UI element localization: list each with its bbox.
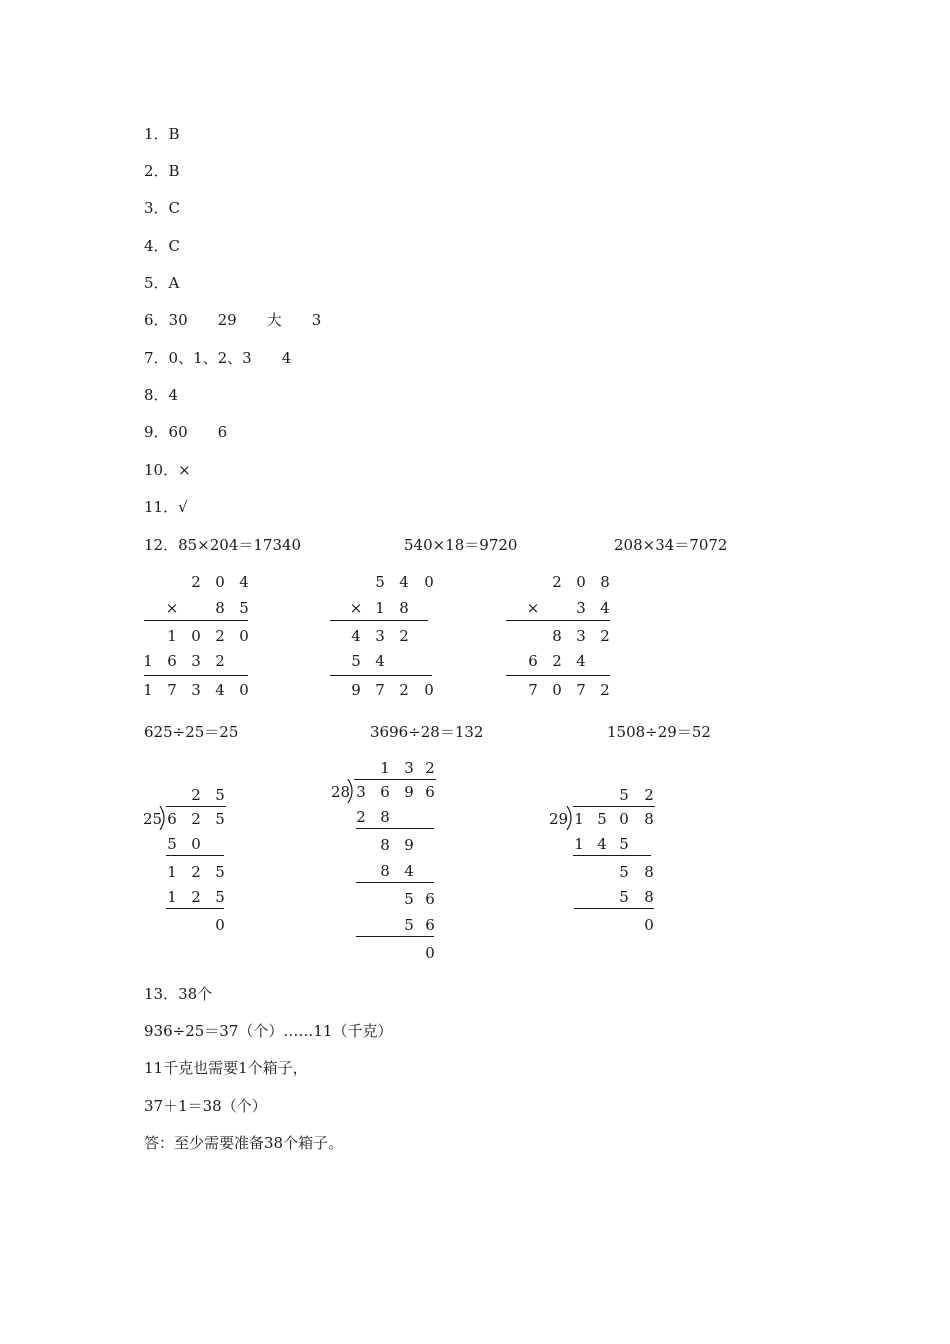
div1-step-digit: 0 <box>191 835 201 853</box>
div1-step-digit: 2 <box>191 863 201 881</box>
mult3-digit: 2 <box>600 681 610 699</box>
div2-dividend-digit: 6 <box>425 783 435 801</box>
mult2-digit: 0 <box>424 681 434 699</box>
mult2-digit: 2 <box>399 681 409 699</box>
div2-rule <box>356 828 434 829</box>
div2-rule <box>356 882 434 883</box>
mult3-digit: 7 <box>576 681 586 699</box>
mult2-digit: 7 <box>375 681 385 699</box>
div2-step-digit: 8 <box>380 862 390 880</box>
mult1-digit: 0 <box>191 627 201 645</box>
div3-step-digit: 5 <box>619 863 629 881</box>
q12-equation-2: 540×18＝9720 <box>404 536 518 554</box>
div2-dividend-digit: 6 <box>380 783 390 801</box>
div2-step-digit: 8 <box>380 836 390 854</box>
mult1-rule <box>144 620 248 621</box>
division-equation-3: 1508÷29＝52 <box>607 723 711 741</box>
mult3-digit: 7 <box>528 681 538 699</box>
division-equation-1: 625÷25＝25 <box>144 723 239 741</box>
mult1-digit: 3 <box>191 681 201 699</box>
div2-step-digit: 2 <box>356 808 366 826</box>
div1-step-digit: 2 <box>191 888 201 906</box>
div3-rule <box>574 908 654 909</box>
div3-step-digit: 5 <box>619 888 629 906</box>
mult1-digit: 0 <box>239 627 249 645</box>
q12-equation-3: 208×34＝7072 <box>614 536 728 554</box>
answer-11: 11．√ <box>144 498 188 516</box>
mult2-digit: 5 <box>351 652 361 670</box>
div2-quotient-digit: 1 <box>380 759 390 777</box>
mult1-digit: 6 <box>167 652 177 670</box>
div1-quotient-digit: 5 <box>215 786 225 804</box>
div1-dividend-digit: 2 <box>191 810 201 828</box>
div2-divisor: 28 <box>331 783 351 801</box>
mult1-digit: 7 <box>167 681 177 699</box>
div1-divisor: 25 <box>143 810 163 828</box>
div2-dividend-digit: 3 <box>356 783 366 801</box>
division-equation-2: 3696÷28＝132 <box>370 723 484 741</box>
mult3-digit: 4 <box>600 599 610 617</box>
mult1-digit: 8 <box>215 599 225 617</box>
div3-dividend-digit: 0 <box>619 810 629 828</box>
mult3-digit: 3 <box>576 599 586 617</box>
div3-step-digit: 4 <box>597 835 607 853</box>
div2-step-digit: 6 <box>425 890 435 908</box>
mult2-digit: 0 <box>424 573 434 591</box>
answer-3: 3．C <box>144 199 181 217</box>
div2-rule <box>356 936 434 937</box>
div2-dividend-digit: 9 <box>404 783 414 801</box>
mult2-digit: 8 <box>399 599 409 617</box>
div1-dividend-digit: 6 <box>167 810 177 828</box>
div3-dividend-digit: 5 <box>597 810 607 828</box>
div1-remainder: 0 <box>215 916 225 934</box>
mult3-digit: 8 <box>552 627 562 645</box>
mult1-digit: 0 <box>239 681 249 699</box>
div2-step-digit: 9 <box>404 836 414 854</box>
mult2-rule <box>330 675 432 676</box>
div3-step-digit: 8 <box>644 888 654 906</box>
answer-4: 4．C <box>144 237 181 255</box>
mult2-rule <box>330 620 428 621</box>
q12-label: 12．85×204＝17340 <box>144 536 302 554</box>
mult1-digit: 2 <box>215 652 225 670</box>
mult3-rule <box>506 675 610 676</box>
mult3-rule <box>506 620 610 621</box>
mult3-digit: 8 <box>600 573 610 591</box>
div2-quotient-digit: 2 <box>425 759 435 777</box>
div2-step-digit: 6 <box>425 916 435 934</box>
answer-5: 5．A <box>144 274 180 292</box>
mult2-digit: 5 <box>375 573 385 591</box>
mult1-digit: 0 <box>215 573 225 591</box>
q13-line-1: 936÷25＝37（个）……11（千克） <box>144 1022 393 1040</box>
answer-1: 1．B <box>144 125 180 143</box>
div1-rule <box>166 908 224 909</box>
mult3-digit: 2 <box>600 627 610 645</box>
div3-bracket-top <box>573 806 655 807</box>
mult1-digit: 1 <box>167 627 177 645</box>
div3-step-digit: 8 <box>644 863 654 881</box>
div2-remainder: 0 <box>425 944 435 962</box>
mult2-digit: 4 <box>399 573 409 591</box>
div3-divisor: 29 <box>549 810 569 828</box>
mult1-times-sign: × <box>165 599 179 617</box>
mult1-rule <box>144 675 248 676</box>
div1-step-digit: 5 <box>215 863 225 881</box>
div1-step-digit: 5 <box>215 888 225 906</box>
mult2-times-sign: × <box>349 599 363 617</box>
mult2-digit: 4 <box>375 652 385 670</box>
mult3-digit: 4 <box>576 652 586 670</box>
mult3-digit: 0 <box>552 681 562 699</box>
mult3-digit: 0 <box>576 573 586 591</box>
div3-dividend-digit: 1 <box>574 810 584 828</box>
q13-line-3: 37＋1＝38（个） <box>144 1097 267 1115</box>
div3-quotient-digit: 2 <box>644 786 654 804</box>
div1-rule <box>166 855 224 856</box>
answer-8: 8．4 <box>144 386 179 404</box>
div3-rule <box>573 855 651 856</box>
mult1-digit: 1 <box>143 681 153 699</box>
mult3-digit: 6 <box>528 652 538 670</box>
div3-dividend-digit: 8 <box>644 810 654 828</box>
mult3-times-sign: × <box>526 599 540 617</box>
div3-remainder: 0 <box>644 916 654 934</box>
mult2-digit: 1 <box>375 599 385 617</box>
mult1-digit: 1 <box>143 652 153 670</box>
mult3-digit: 3 <box>576 627 586 645</box>
div2-step-digit: 5 <box>404 916 414 934</box>
answer-7: 7．0、1、2、3 4 <box>144 349 292 367</box>
mult3-digit: 2 <box>552 652 562 670</box>
div1-bracket-top <box>166 806 226 807</box>
div2-bracket-top <box>354 779 436 780</box>
mult1-digit: 2 <box>191 573 201 591</box>
answer-2: 2．B <box>144 162 180 180</box>
div3-step-digit: 5 <box>619 835 629 853</box>
q13-label: 13．38个 <box>144 985 213 1003</box>
mult3-digit: 2 <box>552 573 562 591</box>
answer-6: 6．30 29 大 3 <box>144 311 322 329</box>
answer-10: 10．× <box>144 461 191 479</box>
answer-9: 9．60 6 <box>144 423 228 441</box>
mult1-digit: 3 <box>191 652 201 670</box>
mult2-digit: 4 <box>351 627 361 645</box>
div2-step-digit: 5 <box>404 890 414 908</box>
div2-quotient-digit: 3 <box>404 759 414 777</box>
div1-step-digit: 1 <box>167 863 177 881</box>
div3-quotient-digit: 5 <box>619 786 629 804</box>
mult1-digit: 2 <box>215 627 225 645</box>
q13-line-2: 11千克也需要1个箱子， <box>144 1059 308 1077</box>
div3-step-digit: 1 <box>574 835 584 853</box>
div1-step-digit: 1 <box>167 888 177 906</box>
mult1-digit: 4 <box>239 573 249 591</box>
mult2-digit: 2 <box>399 627 409 645</box>
mult1-digit: 5 <box>239 599 249 617</box>
div1-quotient-digit: 2 <box>191 786 201 804</box>
mult2-digit: 9 <box>351 681 361 699</box>
div1-dividend-digit: 5 <box>215 810 225 828</box>
div1-step-digit: 5 <box>167 835 177 853</box>
q13-answer: 答：至少需要准备38个箱子。 <box>144 1134 344 1152</box>
div2-step-digit: 4 <box>404 862 414 880</box>
div2-step-digit: 8 <box>380 808 390 826</box>
mult2-digit: 3 <box>375 627 385 645</box>
mult1-digit: 4 <box>215 681 225 699</box>
